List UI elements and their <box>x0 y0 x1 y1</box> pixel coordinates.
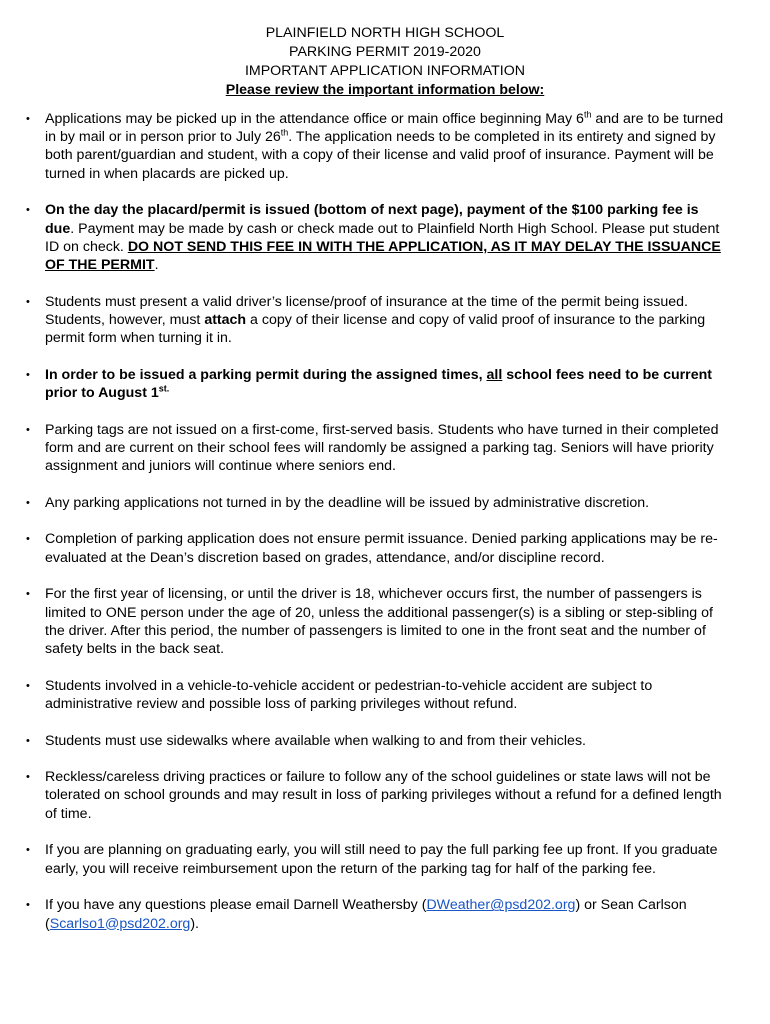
bullet-icon: • <box>26 899 30 912</box>
bullet-icon: • <box>26 423 30 436</box>
list-item: • Students must use sidewalks where available when walking to and from their vehicles. <box>26 732 586 749</box>
bullet-icon: • <box>26 368 30 381</box>
bullet-icon: • <box>26 588 30 601</box>
list-item: • Completion of parking application does not ensure permit issuance. Denied parking applications may be re-evaluated at the Dean’s discretion based on grades, attendance, and/or discipline record. <box>26 531 718 566</box>
bullet-icon: • <box>26 533 30 546</box>
list-item: • Students involved in a vehicle-to-vehicle accident or pedestrian-to-vehicle accident are subject to administrative review and possible loss of parking privileges without refund. <box>26 677 653 712</box>
list-item: • Any parking applications not turned in by the deadline will be issued by administrative discretion. <box>26 494 650 511</box>
list-item: • In order to be issued a parking permit during the assigned times, all school fees need to be current prior to August $1^{st.}$ <box>26 366 712 401</box>
bullet-icon: • <box>26 734 30 747</box>
list-item: • Parking tags are not issued on a first-come, first-served basis. Students who have turned in their completed form and are current on their school fees will randomly be assigned a parking tag. Seniors will have priority assignment and juniors will continue where seniors end. <box>26 421 719 475</box>
list-item: • If you have any questions please email Darnell Weathersby (DWeather@psd202.org) or Sean Carlson (Scarlso1@psd202.org). <box>26 897 687 932</box>
bullet-icon: • <box>26 295 30 308</box>
document-header <box>0 24 770 100</box>
bullet-icon: • <box>26 771 30 784</box>
permit-title: PARKING PERMIT 2019-2020 <box>289 44 481 60</box>
list-item: • If you are planning on graduating early, you will still need to pay the full parking fee up front. If you graduate early, you will receive reimbursement upon the return of the parking tag for half of the parking fee. <box>26 842 718 877</box>
bullet-icon: • <box>26 679 30 692</box>
list-item: • Reckless/careless driving practices or failure to follow any of the school guidelines or state laws will not be tolerated on school grounds and may result in loss of parking privileges without a refund for a defined length of time. <box>26 769 722 822</box>
bullet-icon: • <box>26 204 30 217</box>
list-item: • Students must present a valid driver’s license/proof of insurance at the time of the permit being issued. Students, however, must attach a copy of their license and copy of valid proof of insurance to the parking permit form when turning it in. <box>26 293 706 347</box>
bullet-icon: • <box>26 844 30 857</box>
email-link-dweather[interactable]: DWeather@psd202.org <box>426 897 576 914</box>
information-list <box>0 110 770 933</box>
list-item: • On the day the placard/permit is issued (bottom of next page), payment of the $100 parking fee is due. Payment may be made by cash or check made out to Plainfield North High School. Please put student ID on check. DO NOT SEND THIS FEE IN WITH THE APPLICATION, AS IT MAY DELAY THE ISSUANCE OF THE PERMIT. <box>26 202 721 273</box>
review-notice: Please review the important information below: <box>225 82 545 98</box>
list-item: • For the first year of licensing, or until the driver is 18, whichever occurs first, the number of passengers is limited to ONE person under the age of 20, unless the additional passenger(s) is a sibling or step-sibling of the driver. After this period, the number of passengers is limited to one in the front seat and the number of safety belts in the back seat. <box>26 586 713 657</box>
list-item: • Applications may be picked up in the attendance office or main office beginning May 6th and are to be turned in by mail or in person prior to July 26th. The application needs to be completed in its entirety and signed by both parent/guardian and student, with a copy of their license and valid proof of insurance. Payment will be turned in when placards are picked up. <box>26 109 724 182</box>
section-title: IMPORTANT APPLICATION INFORMATION <box>244 63 526 79</box>
bullet-icon: • <box>26 496 30 509</box>
school-name: PLAINFIELD NORTH HIGH SCHOOL <box>265 25 505 41</box>
email-link-scarlso[interactable]: Scarlso1@psd202.org <box>49 915 191 932</box>
bullet-icon: • <box>26 113 30 125</box>
